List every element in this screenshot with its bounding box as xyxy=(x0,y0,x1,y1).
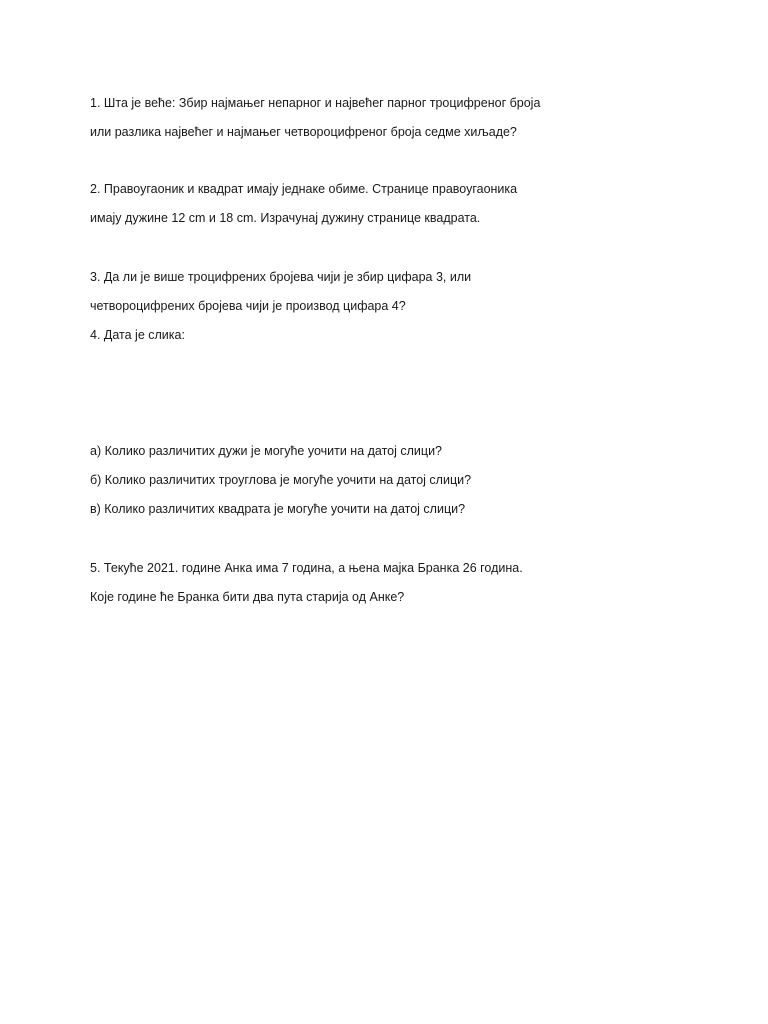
task-1-line-2: или разлика највећег и најмањег четвороцифреног броја седме хиљаде? xyxy=(90,125,517,139)
task-3-line-2: четвороцифрених бројева чији је производ цифара 4? xyxy=(90,299,406,313)
task-1-line-1: 1. Шта је веће: Збир најмањег непарног и највећег парног троцифреног броја xyxy=(90,96,541,110)
figure-placeholder xyxy=(90,352,680,432)
task-4-line-1: 4. Дата је слика: xyxy=(90,328,185,342)
task-2-line-2: имају дужине 12 cm и 18 cm. Израчунај дужину странице квадрата. xyxy=(90,211,481,225)
task-3-line-1: 3. Да ли је више троцифрених бројева чији је збир цифара 3, или xyxy=(90,270,472,284)
task-4-question-c: в) Колико различитих квадрата је могуће уочити на датој слици? xyxy=(90,502,466,516)
task-4-question-a: а) Колико различитих дужи је могуће уочити на датој слици? xyxy=(90,444,443,458)
task-5-line-2: Које године ће Бранка бити два пута старија од Анке? xyxy=(90,590,405,604)
task-2-line-1: 2. Правоугаоник и квадрат имају једнаке обиме. Странице правоугаоника xyxy=(90,182,518,196)
task-5-line-1: 5. Текуће 2021. године Анка има 7 година, а њена мајка Бранка 26 година. xyxy=(90,561,523,575)
task-4-question-b: б) Колико различитих троуглова је могуће уочити на датој слици? xyxy=(90,473,472,487)
